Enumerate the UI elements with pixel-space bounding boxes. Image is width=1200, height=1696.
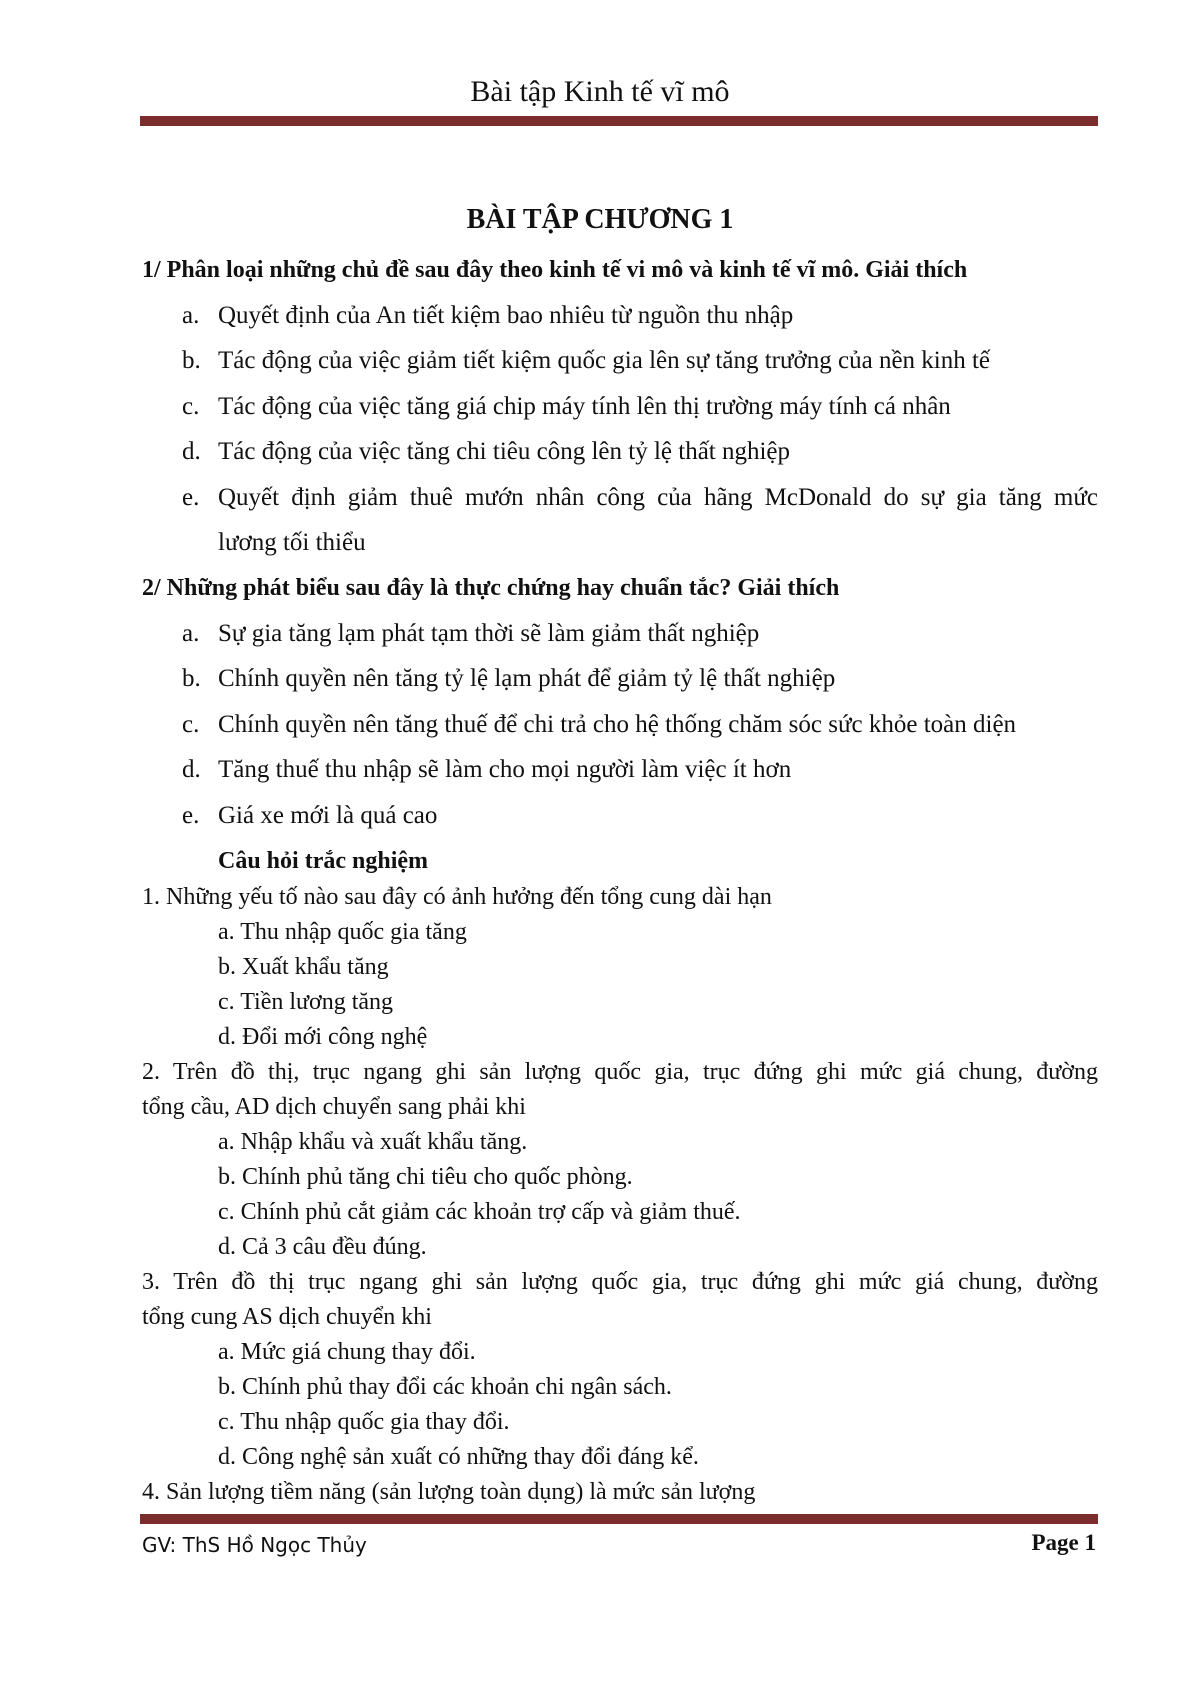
header-rule xyxy=(140,116,1098,126)
section1-item-c-label: c. xyxy=(182,393,200,420)
section2-item-e-label: e. xyxy=(182,802,200,829)
section2-item-c-label: c. xyxy=(182,711,200,738)
section2-item-b-text: Chính quyền nên tăng tỷ lệ lạm phát để giảm tỷ lệ thất nghiệp xyxy=(218,665,836,692)
quiz-q2-option-b: b. Chính phủ tăng chi tiêu cho quốc phòng. xyxy=(218,1164,633,1190)
section2-item-a-text: Sự gia tăng lạm phát tạm thời sẽ làm giảm thất nghiệp xyxy=(218,620,760,647)
quiz-q3-option-c: c. Thu nhập quốc gia thay đổi. xyxy=(218,1409,510,1435)
section2-item-a-label: a. xyxy=(182,620,200,647)
section2-item-b-label: b. xyxy=(182,665,201,692)
footer-page-number: Page 1 xyxy=(1031,1530,1096,1555)
quiz-q2-line2: tổng cầu, AD dịch chuyển sang phải khi xyxy=(142,1094,526,1120)
page-header-title: Bài tập Kinh tế vĩ mô xyxy=(470,75,730,108)
section1-item-d-text: Tác động của việc tăng chi tiêu công lên tỷ lệ thất nghiệp xyxy=(218,438,791,465)
section1-heading: 1/ Phân loại những chủ đề sau đây theo kinh tế vi mô và kinh tế vĩ mô. Giải thích xyxy=(142,257,968,283)
quiz-q1-option-d: d. Đổi mới công nghệ xyxy=(218,1024,428,1050)
section1-item-b-text: Tác động của việc giảm tiết kiệm quốc gia lên sự tăng trưởng của nền kinh tế xyxy=(218,347,991,374)
section1-item-a-label: a. xyxy=(182,302,200,329)
quiz-q1-text: 1. Những yếu tố nào sau đây có ảnh hưởng đến tổng cung dài hạn xyxy=(142,884,772,910)
quiz-q2-line1: 2. Trên đồ thị, trục ngang ghi sản lượng quốc gia, trục đứng ghi mức giá chung, đường xyxy=(142,1059,1098,1085)
quiz-q3-option-a: a. Mức giá chung thay đổi. xyxy=(218,1339,476,1365)
section1-item-c-text: Tác động của việc tăng giá chip máy tính lên thị trường máy tính cá nhân xyxy=(218,393,951,420)
quiz-q3-line1: 3. Trên đồ thị trục ngang ghi sản lượng quốc gia, trục đứng ghi mức giá chung, đường xyxy=(142,1269,1098,1295)
chapter-title: BÀI TẬP CHƯƠNG 1 xyxy=(466,204,734,235)
section1-item-e-text-cont: lương tối thiểu xyxy=(218,529,366,556)
quiz-q3-option-b: b. Chính phủ thay đổi các khoản chi ngân sách. xyxy=(218,1374,672,1400)
section1-item-a-text: Quyết định của An tiết kiệm bao nhiêu từ nguồn thu nhập xyxy=(218,302,794,329)
section2-heading: 2/ Những phát biểu sau đây là thực chứng hay chuẩn tắc? Giải thích xyxy=(142,575,840,601)
section1-item-e-label: e. xyxy=(182,484,200,511)
quiz-q2-option-d: d. Cả 3 câu đều đúng. xyxy=(218,1234,427,1260)
section2-item-d-label: d. xyxy=(182,756,201,783)
quiz-heading: Câu hỏi trắc nghiệm xyxy=(218,848,428,874)
quiz-q3-option-d: d. Công nghệ sản xuất có những thay đổi đáng kể. xyxy=(218,1444,699,1470)
quiz-q1-option-a: a. Thu nhập quốc gia tăng xyxy=(218,919,467,945)
quiz-q3-line2: tổng cung AS dịch chuyển khi xyxy=(142,1304,432,1330)
section2-item-c-text: Chính quyền nên tăng thuế để chi trả cho hệ thống chăm sóc sức khỏe toàn diện xyxy=(218,711,1017,738)
section1-item-b-label: b. xyxy=(182,347,201,374)
quiz-q2-option-a: a. Nhập khẩu và xuất khẩu tăng. xyxy=(218,1129,528,1155)
quiz-q4-text: 4. Sản lượng tiềm năng (sản lượng toàn dụng) là mức sản lượng xyxy=(142,1479,756,1505)
section2-item-d-text: Tăng thuế thu nhập sẽ làm cho mọi người làm việc ít hơn xyxy=(218,756,792,783)
section1-item-d-label: d. xyxy=(182,438,201,465)
quiz-q1-option-b: b. Xuất khẩu tăng xyxy=(218,954,389,980)
footer-rule xyxy=(140,1514,1098,1524)
footer-author: GV: ThS Hồ Ngọc Thủy xyxy=(142,1533,367,1557)
quiz-q2-option-c: c. Chính phủ cắt giảm các khoản trợ cấp và giảm thuế. xyxy=(218,1199,741,1225)
section1-item-e-text: Quyết định giảm thuê mướn nhân công của hãng McDonald do sự gia tăng mức xyxy=(218,484,1098,511)
section2-item-e-text: Giá xe mới là quá cao xyxy=(218,802,438,829)
quiz-q1-option-c: c. Tiền lương tăng xyxy=(218,989,394,1015)
